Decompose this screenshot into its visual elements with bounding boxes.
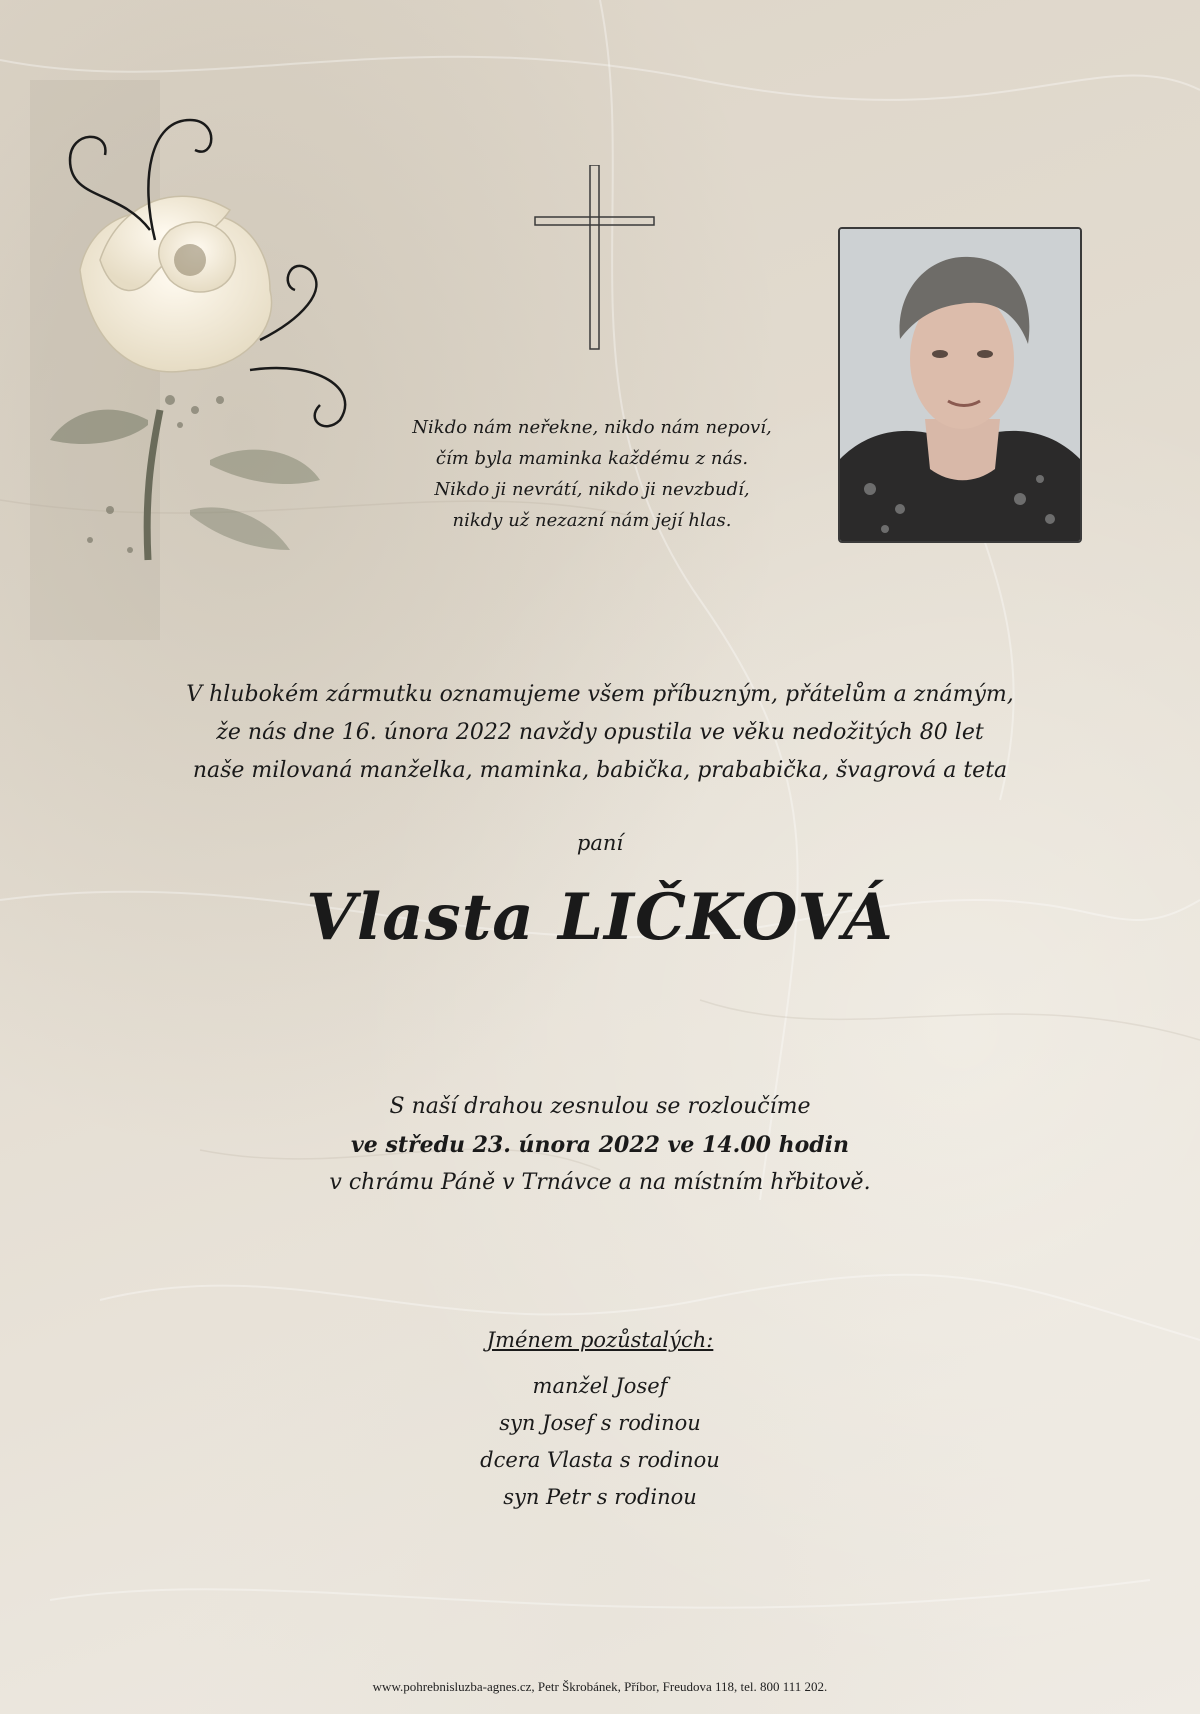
- rose-illustration: [30, 80, 390, 640]
- deceased-name: Vlasta LIČKOVÁ: [306, 880, 894, 955]
- survivors-heading: Jménem pozůstalých:: [486, 1328, 714, 1352]
- poem-line: nikdy už nezazní nám její hlas.: [452, 510, 732, 531]
- portrait-image: [840, 229, 1080, 541]
- survivor-name: syn Josef s rodinou: [499, 1411, 701, 1435]
- survivor-name: manžel Josef: [532, 1374, 668, 1398]
- announcement-line: V hlubokém zármutku oznamujeme všem příbuzným, přátelům a známým,: [186, 682, 1014, 707]
- deceased-title: paní: [576, 831, 624, 855]
- farewell-date: ve středu 23. února 2022 ve 14.00 hodin: [351, 1132, 849, 1158]
- announcement-line: naše milovaná manželka, maminka, babička, prababička, švagrová a teta: [192, 758, 1008, 783]
- poem: [392, 412, 792, 536]
- announcement: [0, 676, 1200, 790]
- farewell-place: v chrámu Páně v Trnávce a na místním hřbitově.: [329, 1170, 871, 1195]
- portrait-photo: [838, 227, 1082, 543]
- footer-contact: www.pohrebnisluzba-agnes.cz, Petr Škrobánek, Příbor, Freudova 118, tel. 800 111 202.: [372, 1679, 828, 1694]
- farewell-intro: S naší drahou zesnulou se rozloučíme: [389, 1094, 811, 1119]
- announcement-line: že nás dne 16. února 2022 navždy opustila ve věku nedožitých 80 let: [216, 720, 984, 745]
- survivor-name: syn Petr s rodinou: [503, 1485, 697, 1509]
- cross-icon: [530, 165, 660, 355]
- poem-line: Nikdo ji nevrátí, nikdo ji nevzbudí,: [434, 479, 750, 500]
- poem-line: Nikdo nám neřekne, nikdo nám nepoví,: [412, 417, 772, 438]
- survivors: [0, 1322, 1200, 1516]
- farewell-details: [0, 1088, 1200, 1202]
- poem-line: čím byla maminka každému z nás.: [435, 448, 749, 469]
- survivor-name: dcera Vlasta s rodinou: [480, 1448, 720, 1472]
